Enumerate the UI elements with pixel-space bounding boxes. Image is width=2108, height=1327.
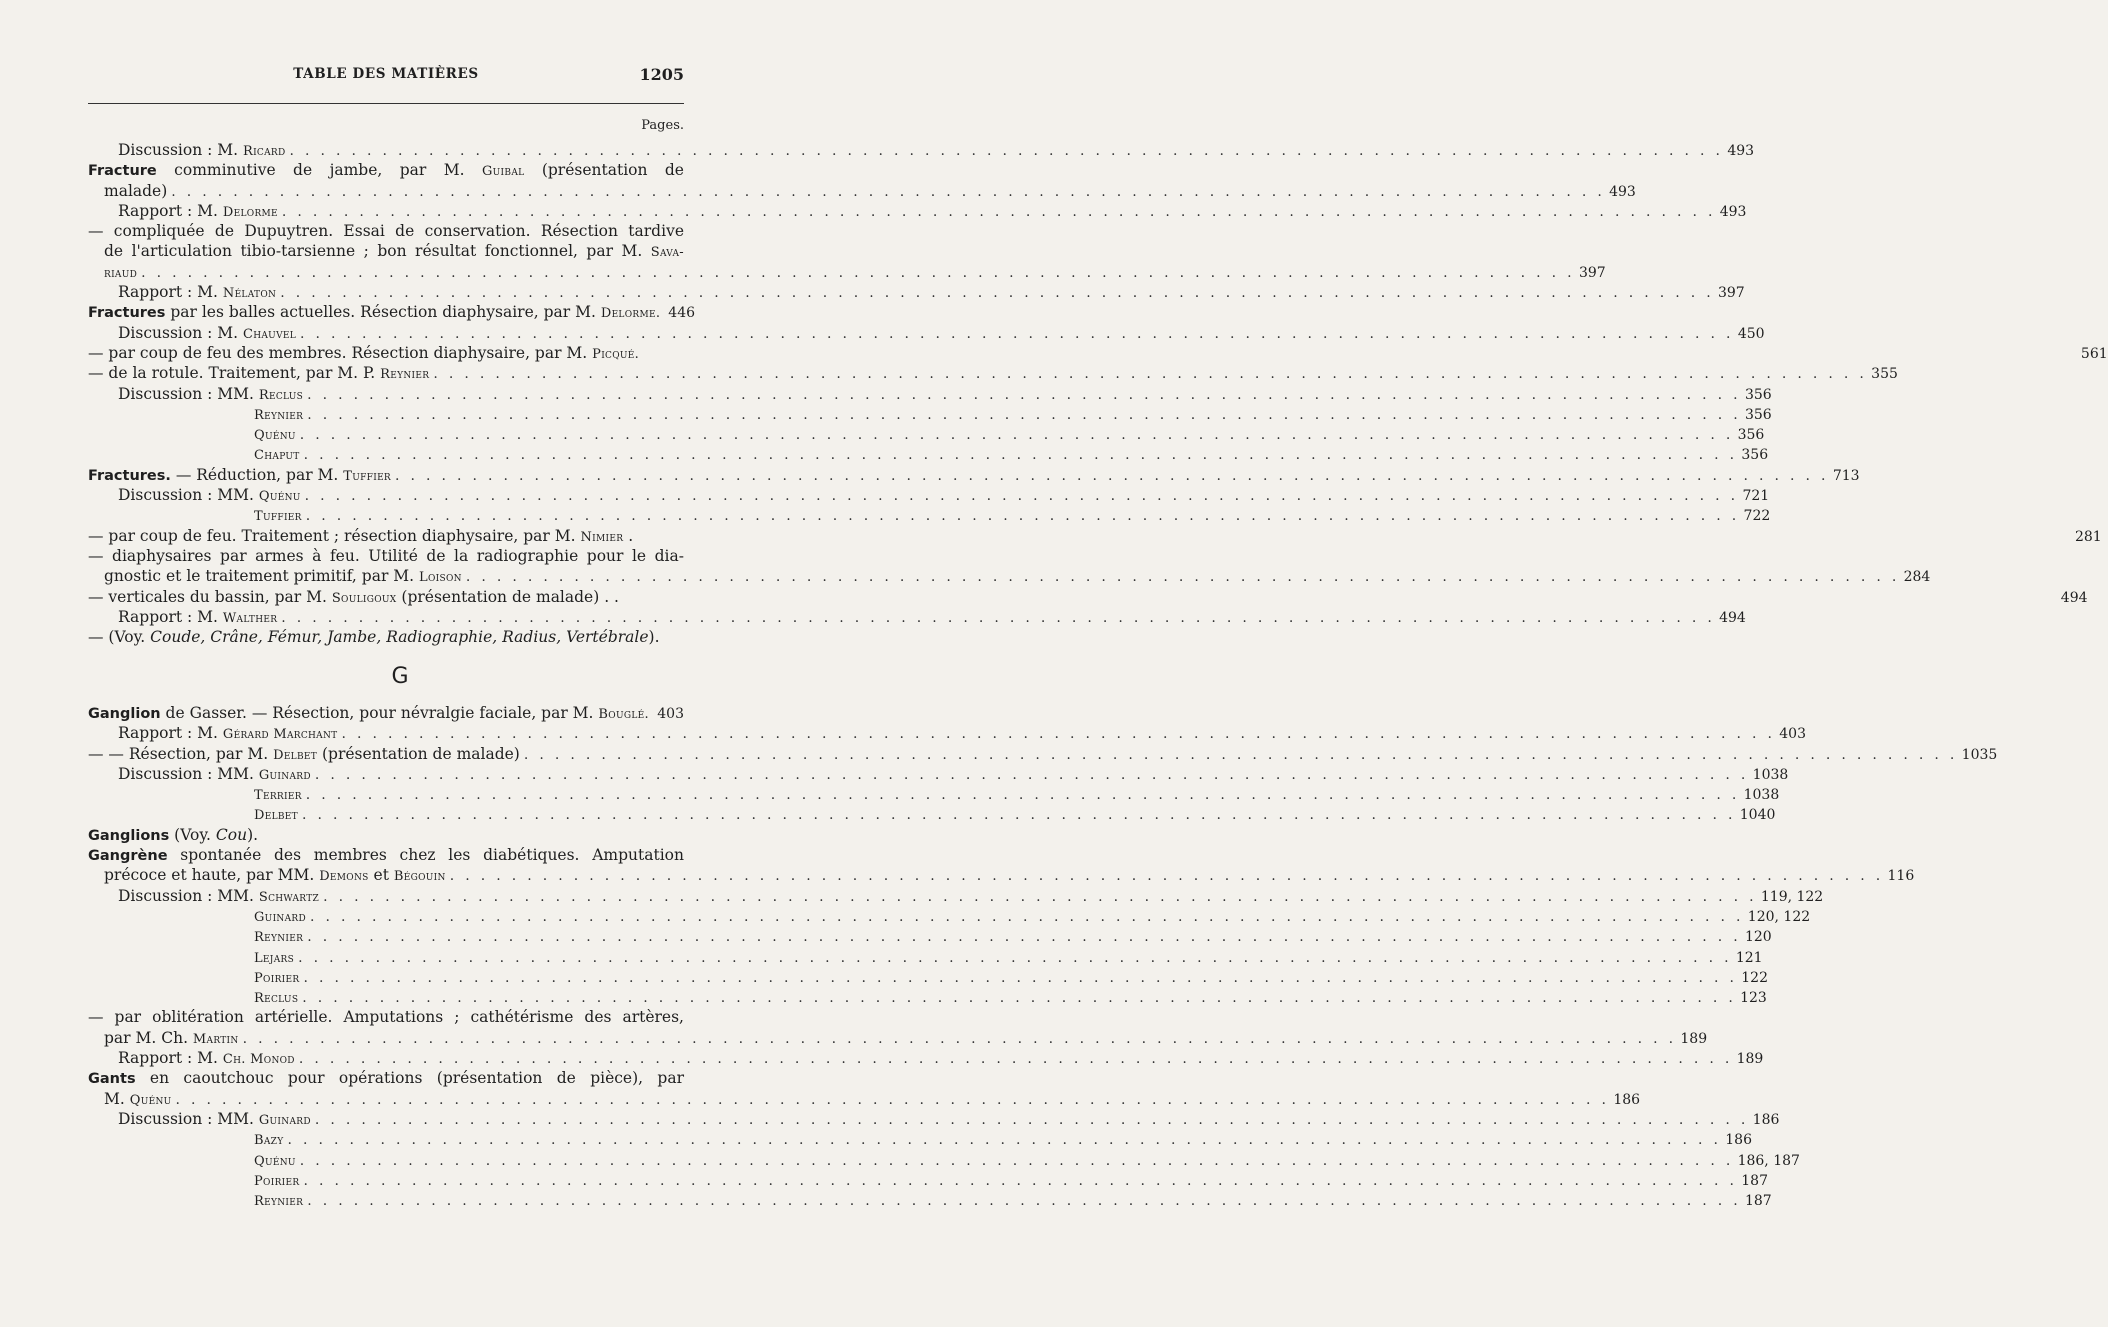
header-page-number: 1205 bbox=[639, 65, 684, 84]
entry-text-part: Reclus bbox=[254, 991, 299, 1007]
entry-text-part: Reynier bbox=[254, 1194, 304, 1210]
entry-text-part: Tuffier bbox=[343, 468, 392, 484]
entry-page-number: 186, 187 bbox=[1737, 1152, 1800, 1169]
entry-text-part: Rapport : M. bbox=[118, 1049, 223, 1068]
entry-text bbox=[254, 967, 299, 989]
entry-text-part: (présentation de bbox=[524, 161, 684, 180]
entry-text-part: Discussion : M. bbox=[118, 141, 243, 159]
entry-text bbox=[104, 1089, 172, 1111]
entry-page-number: 397 bbox=[1717, 285, 1745, 302]
entry-page-number: 561 bbox=[2080, 345, 2108, 362]
entry-text bbox=[118, 1109, 311, 1131]
entry-text bbox=[88, 547, 684, 565]
dot-leader bbox=[310, 907, 1744, 927]
entry-page-number: 713 bbox=[1832, 467, 1860, 484]
entry-page-number: 1038 bbox=[1752, 766, 1789, 783]
entry-text bbox=[118, 764, 311, 786]
entry-text bbox=[118, 886, 319, 908]
entry-text-part: Rapport : M. bbox=[118, 283, 223, 302]
entry-text-part: Quénu bbox=[258, 489, 301, 505]
index-entry-line bbox=[88, 566, 1931, 586]
entry-text bbox=[88, 465, 391, 487]
entry-text bbox=[254, 926, 303, 948]
entry-text-part: Delorme bbox=[222, 204, 278, 220]
entry-text bbox=[104, 566, 462, 588]
entry-text bbox=[254, 1129, 283, 1151]
index-entry-line bbox=[88, 886, 1824, 906]
dot-leader bbox=[141, 263, 1575, 283]
entry-text bbox=[104, 181, 167, 201]
entry-text bbox=[118, 282, 276, 304]
entry-page-number: 403 bbox=[1779, 726, 1806, 743]
entry-text-part: Poirier bbox=[254, 1173, 300, 1189]
entry-page-number: 189 bbox=[1680, 1030, 1708, 1047]
entry-page-number: 186 bbox=[1752, 1111, 1780, 1128]
entry-text-part: — Réduction, par M. bbox=[170, 465, 344, 484]
entry-text-part: précoce et haute, par MM. bbox=[104, 866, 320, 885]
entry-page-number: 186 bbox=[1613, 1091, 1641, 1108]
entry-text-part: Tuffier bbox=[254, 509, 302, 525]
entry-text-part: ). bbox=[648, 628, 660, 647]
index-entry-line bbox=[88, 627, 684, 647]
index-entry-line bbox=[88, 1028, 1708, 1048]
index-entry-line bbox=[88, 865, 1915, 885]
index-entry-line bbox=[88, 181, 1636, 201]
entry-text bbox=[88, 222, 684, 240]
entry-text-part: Walther bbox=[222, 610, 278, 626]
index-entry-line bbox=[88, 384, 1772, 404]
entry-text-part: . bbox=[623, 526, 634, 545]
entry-text-part: Reynier bbox=[254, 407, 304, 423]
dot-leader bbox=[176, 1090, 1610, 1110]
index-entry-line bbox=[88, 262, 1606, 282]
entry-text-part: Delbet bbox=[254, 808, 298, 824]
entry-text-part: Souligoux bbox=[331, 590, 397, 606]
entry-text-part: Reclus bbox=[258, 387, 304, 403]
dot-leader bbox=[281, 608, 1715, 628]
dot-leader bbox=[315, 765, 1749, 785]
dot-leader bbox=[280, 283, 1714, 303]
index-entry-line bbox=[88, 221, 684, 241]
index-section-g bbox=[88, 703, 1998, 1210]
entry-text-part: Fractures bbox=[88, 305, 166, 322]
entry-text bbox=[254, 1170, 299, 1192]
entry-page-number: 119, 122 bbox=[1760, 888, 1824, 905]
index-entry-line bbox=[88, 526, 2102, 546]
entry-text bbox=[254, 906, 306, 928]
entry-page-number: 722 bbox=[1743, 508, 1771, 525]
entry-text-part: Poirier bbox=[254, 970, 300, 986]
dot-leader bbox=[307, 385, 1741, 405]
dot-leader bbox=[243, 1029, 1677, 1049]
entry-text-part: Schwartz bbox=[258, 889, 320, 905]
dot-leader bbox=[303, 968, 1737, 988]
entry-page-number: 446 bbox=[668, 305, 696, 322]
index-entry-line bbox=[88, 323, 1765, 343]
entry-text-part: Ricard bbox=[242, 144, 286, 159]
index-entry-line bbox=[88, 444, 1769, 464]
entry-text bbox=[88, 161, 684, 179]
entry-text-part: Delorme. bbox=[600, 306, 661, 322]
entry-text-part: Guinard bbox=[258, 1112, 311, 1128]
entry-text bbox=[88, 1069, 684, 1087]
entry-text bbox=[254, 404, 303, 426]
entry-text-part: — diaphysaires par armes à feu. Utilité de la radiographie pour le dia- bbox=[88, 546, 684, 565]
entry-text-part: Chaput bbox=[254, 448, 300, 464]
entry-text-part: en caoutchouc pour opérations (présentation de pièce), par bbox=[135, 1069, 684, 1088]
entry-text-part: Guinard bbox=[258, 767, 311, 783]
entry-text-part: spontanée des membres chez les diabétiques. Amputation bbox=[167, 846, 684, 865]
entry-text-part: Guibal bbox=[481, 164, 525, 180]
index-entry-line bbox=[88, 1007, 684, 1027]
entry-page-number: 397 bbox=[1578, 264, 1606, 281]
entry-text-part: Demons bbox=[319, 869, 369, 885]
index-entry-line bbox=[88, 1170, 1768, 1190]
index-entry-line bbox=[88, 1109, 1780, 1129]
dot-leader bbox=[302, 805, 1736, 825]
dot-leader bbox=[323, 887, 1757, 907]
section-heading-letter: G bbox=[391, 664, 409, 689]
entry-page-number: 1040 bbox=[1739, 807, 1776, 824]
entry-text-part: — de la rotule. Traitement, par M. P. bbox=[88, 364, 381, 383]
dot-leader bbox=[300, 1151, 1734, 1171]
entry-text bbox=[104, 242, 684, 260]
entry-text-part: Discussion : MM. bbox=[118, 764, 259, 783]
entry-text bbox=[118, 384, 303, 406]
entry-text bbox=[254, 804, 298, 826]
entry-text-part: Fractures. bbox=[88, 467, 171, 484]
index-entry-line bbox=[88, 424, 1765, 444]
entry-text-part: Cou bbox=[215, 825, 248, 844]
dot-leader bbox=[300, 324, 1734, 344]
entry-text bbox=[104, 865, 446, 887]
entry-text bbox=[88, 744, 520, 766]
entry-text-part: Bouglé. bbox=[598, 707, 649, 722]
entry-text-part: Fracture bbox=[88, 163, 157, 180]
entry-text-part: Nimier bbox=[580, 529, 624, 545]
entry-text bbox=[254, 987, 298, 1009]
entry-text bbox=[254, 1150, 296, 1172]
entry-text bbox=[118, 607, 277, 629]
entry-text-part: M. bbox=[104, 1089, 130, 1108]
entry-text bbox=[88, 703, 649, 725]
index-entry-line bbox=[88, 282, 1745, 302]
entry-text-part: Picqué. bbox=[592, 346, 640, 362]
entry-text-part: Coude, Crâne, Fémur, Jambe, Radiographie, Radius, Vertébrale bbox=[150, 628, 649, 647]
index-entry-line bbox=[88, 1150, 1800, 1170]
dot-leader bbox=[290, 141, 1724, 161]
entry-page-number: 721 bbox=[1742, 488, 1770, 505]
index-entry-line bbox=[88, 1190, 1772, 1210]
entry-page-number: 122 bbox=[1741, 969, 1768, 986]
dot-leader bbox=[303, 1171, 1737, 1191]
entry-page-number: 356 bbox=[1741, 447, 1769, 464]
dot-leader bbox=[341, 724, 1775, 744]
index-entry-line bbox=[88, 723, 1806, 743]
entry-text-part: Chauvel bbox=[242, 326, 297, 342]
entry-text-part: Gangrène bbox=[88, 848, 168, 865]
running-header bbox=[88, 66, 684, 86]
entry-text-part: par les balles actuelles. Résection diaphysaire, par M. bbox=[165, 303, 601, 322]
entry-text-part: Quénu bbox=[254, 1153, 296, 1169]
entry-text-part: — — Résection, par M. bbox=[88, 744, 274, 763]
dot-leader bbox=[306, 785, 1740, 805]
entry-text bbox=[88, 846, 684, 864]
entry-page-number: 116 bbox=[1887, 868, 1915, 885]
index-entry-line bbox=[88, 1068, 684, 1088]
entry-text-part: Martin bbox=[192, 1031, 239, 1047]
entry-page-number: 120, 122 bbox=[1747, 908, 1811, 925]
index-entry-line bbox=[88, 967, 1768, 987]
entry-text-part: Lejars bbox=[254, 950, 295, 966]
entry-text-part: Rapport : M. bbox=[118, 724, 223, 743]
entry-page-number: 123 bbox=[1740, 990, 1767, 1007]
entry-text-part: Gérard Marchant bbox=[222, 727, 338, 743]
index-entry-line bbox=[88, 404, 1772, 424]
entry-text-part: ). bbox=[247, 825, 259, 844]
entry-text-part: Ganglions bbox=[88, 827, 170, 844]
entry-page-number: 493 bbox=[1727, 143, 1755, 159]
entry-page-number: 356 bbox=[1737, 427, 1765, 444]
entry-text-part: Bazy bbox=[254, 1133, 284, 1149]
entry-text bbox=[118, 323, 296, 345]
index-entry-line bbox=[88, 764, 1789, 784]
entry-text-part: (présentation de malade) . . bbox=[396, 587, 619, 606]
entry-page-number: 355 bbox=[1871, 366, 1898, 383]
index-entry-line bbox=[88, 505, 1771, 525]
entry-text bbox=[254, 947, 294, 969]
dot-leader bbox=[307, 927, 1741, 947]
index-entry-line bbox=[88, 926, 1772, 946]
index-entry-line bbox=[88, 1129, 1752, 1149]
entry-text-part: Quénu bbox=[129, 1092, 172, 1108]
entry-text bbox=[254, 784, 302, 806]
dot-leader bbox=[307, 1191, 1741, 1211]
index-entry-line bbox=[88, 302, 696, 322]
index-entry-line bbox=[88, 201, 1747, 221]
entry-text-part: Discussion : MM. bbox=[118, 384, 259, 403]
index-entry-line bbox=[88, 804, 1776, 824]
entry-page-number: 187 bbox=[1741, 1172, 1768, 1189]
entry-text-part: Nélaton bbox=[222, 286, 277, 302]
index-entry-line bbox=[88, 607, 1746, 627]
entry-page-number: 120 bbox=[1744, 929, 1772, 946]
entry-text bbox=[88, 1008, 684, 1026]
entry-text bbox=[254, 505, 302, 527]
entry-text bbox=[88, 343, 639, 365]
entry-text bbox=[254, 424, 296, 446]
dot-leader bbox=[395, 466, 1829, 486]
header-title: TABLE DES MATIÈRES bbox=[293, 66, 479, 82]
dot-leader bbox=[304, 445, 1738, 465]
entry-page-number: 494 bbox=[1719, 609, 1746, 626]
dot-leader bbox=[433, 364, 1867, 384]
entry-text bbox=[88, 826, 258, 844]
entry-page-number: 403 bbox=[657, 706, 684, 722]
entry-page-number: 494 bbox=[2060, 589, 2088, 606]
index-entry-line bbox=[88, 546, 684, 566]
index-entry-line bbox=[88, 485, 1770, 505]
entry-page-number: 187 bbox=[1744, 1193, 1772, 1210]
index-entry-line bbox=[88, 363, 1898, 383]
entry-text-part: — verticales du bassin, par M. bbox=[88, 587, 332, 606]
dot-leader bbox=[305, 486, 1739, 506]
dot-leader bbox=[307, 405, 1741, 425]
entry-text-part: — par coup de feu. Traitement ; résection diaphysaire, par M. bbox=[88, 526, 581, 545]
entry-page-number: 121 bbox=[1735, 949, 1763, 966]
index-entry-line bbox=[88, 744, 1998, 764]
dot-leader bbox=[450, 866, 1884, 886]
entry-page-number: 450 bbox=[1737, 325, 1765, 342]
entry-text bbox=[118, 140, 286, 162]
entry-page-number: 493 bbox=[1719, 203, 1747, 220]
entry-text-part: Rapport : M. bbox=[118, 607, 223, 626]
entry-text bbox=[118, 201, 278, 223]
dot-leader bbox=[282, 202, 1716, 222]
entry-text-part: — compliquée de Dupuytren. Essai de conservation. Résection tardive bbox=[88, 222, 684, 241]
dot-leader bbox=[466, 567, 1900, 587]
entry-text bbox=[118, 723, 337, 745]
entry-text-part: riaud bbox=[104, 265, 138, 281]
dot-leader bbox=[306, 506, 1740, 526]
entry-text-part: (Voy. bbox=[169, 825, 216, 844]
dot-leader bbox=[300, 425, 1734, 445]
entry-text bbox=[118, 1048, 295, 1070]
entry-text bbox=[104, 1028, 239, 1050]
entry-text-part: Gants bbox=[88, 1071, 136, 1088]
index-section-f bbox=[88, 140, 2108, 647]
entry-text bbox=[104, 262, 137, 284]
entry-text bbox=[88, 587, 619, 609]
entry-text-part: par M. Ch. bbox=[104, 1028, 193, 1047]
index-entry-line bbox=[88, 845, 684, 865]
entry-text-part: Discussion : M. bbox=[118, 323, 243, 342]
dot-leader bbox=[524, 745, 1958, 765]
index-entry-line bbox=[88, 947, 1763, 967]
entry-text-part: Discussion : MM. bbox=[118, 886, 259, 905]
dot-leader bbox=[298, 948, 1732, 968]
index-entry-line bbox=[88, 465, 1860, 485]
entry-text-part: de l'articulation tibio-tarsienne ; bon résultat fonctionnel, par M. bbox=[104, 242, 651, 261]
dot-leader bbox=[171, 182, 1605, 202]
entry-text-part: malade) bbox=[104, 181, 168, 200]
entry-text-part: — par coup de feu des membres. Résection diaphysaire, par M. bbox=[88, 343, 593, 362]
index-entry-line bbox=[88, 784, 1780, 804]
entry-text-part: Reynier bbox=[380, 367, 430, 383]
entry-text-part: (présentation de malade) bbox=[317, 744, 520, 763]
entry-text-part: Sava- bbox=[650, 245, 684, 261]
entry-page-number: 186 bbox=[1725, 1132, 1752, 1149]
index-entry-line bbox=[88, 987, 1767, 1007]
entry-page-number: 284 bbox=[1903, 569, 1931, 586]
entry-text bbox=[88, 526, 633, 548]
entry-text-part: Ganglion bbox=[88, 706, 161, 722]
entry-text-part: Reynier bbox=[254, 930, 304, 946]
dot-leader bbox=[299, 1049, 1733, 1069]
entry-text-part: — par oblitération artérielle. Amputations ; cathétérisme des artères, bbox=[88, 1008, 684, 1027]
entry-text-part: Terrier bbox=[254, 788, 302, 804]
entry-text-part: Discussion : MM. bbox=[118, 486, 259, 505]
index-entry-line bbox=[88, 241, 684, 261]
entry-page-number: 189 bbox=[1736, 1051, 1764, 1068]
entry-text bbox=[118, 485, 301, 507]
entry-page-number: 1035 bbox=[1961, 746, 1998, 763]
entry-text bbox=[88, 363, 429, 385]
entry-text-part: comminutive de jambe, par M. bbox=[156, 161, 482, 180]
entry-text bbox=[88, 628, 660, 646]
header-rule bbox=[88, 103, 684, 104]
entry-text-part: Quénu bbox=[254, 428, 296, 444]
entry-page-number: 1038 bbox=[1743, 787, 1780, 804]
index-entry-line bbox=[88, 343, 2108, 363]
entry-text bbox=[254, 444, 300, 466]
entry-text-part: de Gasser. — Résection, pour névralgie faciale, par M. bbox=[160, 704, 599, 722]
entry-text-part: Bégouin bbox=[393, 869, 446, 885]
index-entry-line bbox=[88, 906, 1811, 926]
index-entry-line bbox=[88, 703, 684, 723]
entry-text-part: — (Voy. bbox=[88, 628, 151, 647]
index-entry-line bbox=[88, 160, 684, 180]
entry-page-number: 281 bbox=[2074, 528, 2102, 545]
entry-page-number: 356 bbox=[1744, 386, 1772, 403]
pages-column-label: Pages. bbox=[641, 118, 684, 133]
dot-leader bbox=[302, 988, 1736, 1008]
entry-page-number: 356 bbox=[1744, 406, 1772, 423]
entry-text-part: Ch. Monod bbox=[222, 1052, 295, 1068]
index-entry-line bbox=[88, 587, 2088, 607]
dot-leader bbox=[315, 1110, 1749, 1130]
index-entry-line bbox=[88, 1089, 1641, 1109]
entry-text bbox=[88, 302, 660, 324]
entry-text-part: Guinard bbox=[254, 909, 306, 925]
index-entry-line bbox=[88, 1048, 1764, 1068]
index-entry-line bbox=[88, 140, 1755, 160]
entry-text-part: Discussion : MM. bbox=[118, 1109, 259, 1128]
entry-text bbox=[254, 1190, 303, 1212]
entry-page-number: 493 bbox=[1609, 183, 1636, 200]
entry-text-part: Loison bbox=[419, 570, 462, 586]
entry-text-part: Delbet bbox=[273, 747, 318, 763]
entry-text-part: Rapport : M. bbox=[118, 201, 223, 220]
index-entry-line bbox=[88, 825, 684, 845]
entry-text-part: gnostic et le traitement primitif, par M. bbox=[104, 567, 420, 586]
entry-text-part: et bbox=[368, 866, 394, 885]
dot-leader bbox=[287, 1130, 1721, 1150]
